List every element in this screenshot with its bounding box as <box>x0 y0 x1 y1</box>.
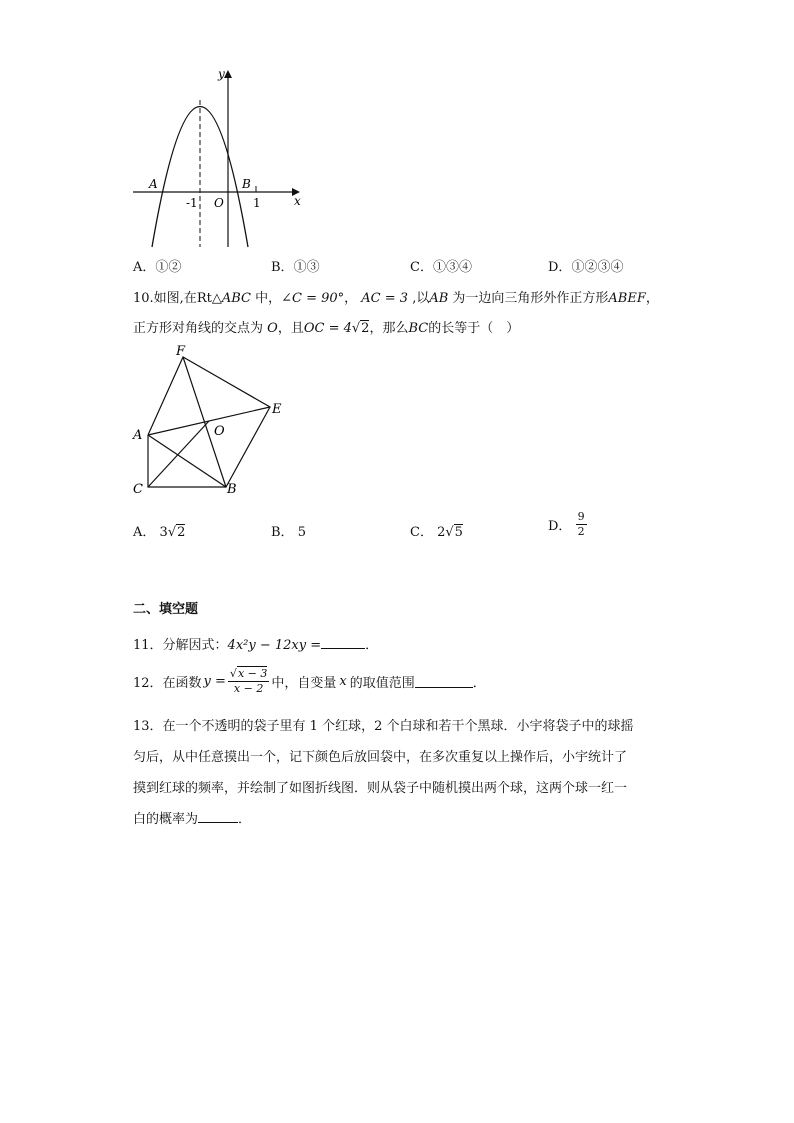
q13-line4: 白的概率为 ． <box>133 812 252 827</box>
q9-option-c[interactable]: C．①③④ <box>410 260 472 275</box>
q13-line2: 匀后，从中任意摸出一个，记下颜色后放回袋中，在多次重复以上操作后，小宇统计了 <box>133 750 628 765</box>
q12-fraction: $\frac{√x - 3}{x - 2}$ <box>229 667 268 695</box>
label-a: A <box>133 428 143 443</box>
q9-option-d[interactable]: D．①②③④ <box>548 260 624 275</box>
q10-question-line2: 正方形对角线的交点为 O，且OC = 4√2，那么BC的长等于（ ） <box>133 321 520 336</box>
y-axis-arrow <box>224 70 232 78</box>
q12-answer-blank[interactable] <box>415 675 473 688</box>
q11-answer-blank[interactable] <box>321 636 365 649</box>
parabola-graph <box>128 62 308 252</box>
y-axis-label: y <box>218 67 225 81</box>
q12-question: 12．在函数 y = $\frac{√x - 3}{x - 2}$ 中，自变量 x 的取值范围 ． <box>133 667 486 695</box>
label-c: C <box>133 482 143 497</box>
origin-label: O <box>214 196 224 210</box>
fraction-9-2: $\frac{9}{2}$ <box>577 510 585 538</box>
q10-option-b[interactable]: B． 5 <box>271 525 306 540</box>
point-a-label: A <box>149 177 158 191</box>
label-b: B <box>227 482 237 497</box>
diagonal-fb <box>183 357 226 487</box>
q13-line1: 13．在一个不透明的袋子里有 1 个红球，2 个白球和若干个黑球．小宇将袋子中的球摇 <box>133 719 634 734</box>
section-title: 二、填空题 <box>133 602 199 617</box>
q13-line3: 摸到红球的频率，并绘制了如图折线图．则从袋子中随机摸出两个球，这两个球一红一 <box>133 781 628 796</box>
q10-option-d[interactable]: D． $\frac{9}{2}$ <box>548 510 585 538</box>
square-figure <box>128 345 298 500</box>
segment-oc <box>148 421 209 487</box>
tick-1-label: 1 <box>253 196 261 210</box>
q10-option-c[interactable]: C． 2√5 <box>410 525 463 540</box>
q10-question-line1: 10.如图,在Rt△ABC 中，∠C = 90°， AC = 3 ,以AB 为一边向三角形外作正方形ABEF， <box>133 291 659 306</box>
label-o: O <box>214 424 225 439</box>
x-axis-label: x <box>294 194 301 208</box>
q9-option-b[interactable]: B．①③ <box>271 260 320 275</box>
tick-neg1-label: -1 <box>186 196 198 210</box>
label-e: E <box>272 402 282 417</box>
q10-option-a[interactable]: A． 3√2 <box>133 525 186 540</box>
q13-answer-blank[interactable] <box>198 810 238 823</box>
label-f: F <box>176 345 186 359</box>
q11-question: 11．分解因式：4x²y − 12xy = ． <box>133 638 379 653</box>
q9-option-a[interactable]: A．①② <box>133 260 182 275</box>
point-b-label: B <box>242 177 251 191</box>
